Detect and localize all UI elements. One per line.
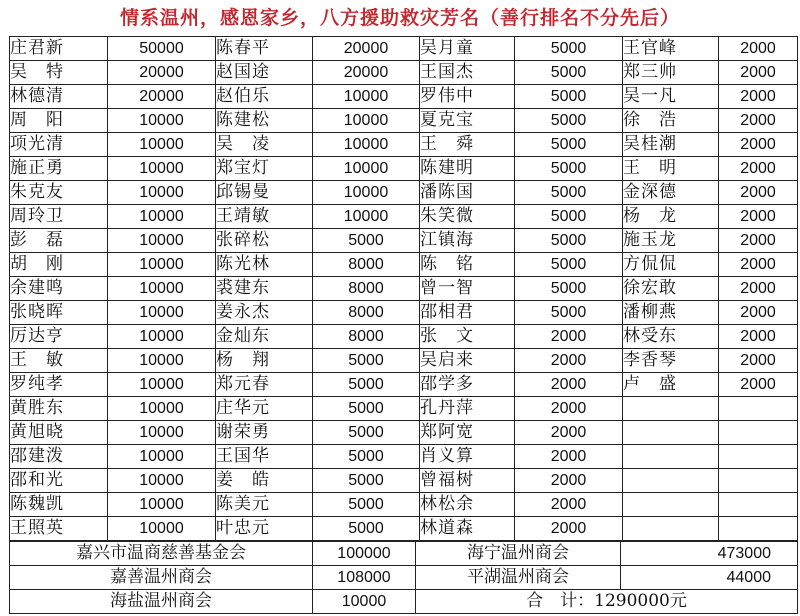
donor-amount: 2000: [719, 181, 798, 205]
empty-cell: [719, 517, 798, 541]
donor-name: 施正勇: [10, 157, 108, 181]
donor-amount: 10000: [108, 421, 216, 445]
donor-name: 王国华: [216, 445, 313, 469]
donor-name: 周玲卫: [10, 205, 108, 229]
donor-name: 吴 特: [10, 61, 108, 85]
donor-name: 胡 刚: [10, 253, 108, 277]
donor-name: 吴一凡: [623, 85, 719, 109]
donor-name: 赵国途: [216, 61, 313, 85]
donor-amount: 5000: [313, 229, 420, 253]
org-amount: 44000: [621, 566, 798, 590]
donor-amount: 10000: [313, 85, 420, 109]
donor-name: 曾一智: [420, 277, 515, 301]
empty-cell: [623, 445, 719, 469]
donor-name: 林松余: [420, 493, 515, 517]
donor-name: 张 文: [420, 325, 515, 349]
donor-amount: 5000: [313, 349, 420, 373]
donor-amount: 10000: [108, 109, 216, 133]
donor-amount: 2000: [515, 349, 623, 373]
donor-amount: 10000: [108, 253, 216, 277]
donor-amount: 10000: [313, 109, 420, 133]
donor-amount: 10000: [313, 181, 420, 205]
donor-name: 厉达亨: [10, 325, 108, 349]
org-name: 海宁温州商会: [416, 542, 621, 566]
donor-row: [10, 493, 798, 517]
donor-amount: 10000: [108, 133, 216, 157]
donor-name: 张碎松: [216, 229, 313, 253]
donor-name: 吴启来: [420, 349, 515, 373]
donor-amount: 20000: [313, 37, 420, 61]
donor-name: 林道森: [420, 517, 515, 541]
donor-name: 陈美元: [216, 493, 313, 517]
donor-amount: 10000: [108, 397, 216, 421]
donor-name: 王国杰: [420, 61, 515, 85]
donor-amount: 5000: [313, 517, 420, 541]
donor-amount: 8000: [313, 277, 420, 301]
donor-row: [10, 277, 798, 301]
donor-amount: 2000: [719, 157, 798, 181]
donor-name: 邱锡曼: [216, 181, 313, 205]
donor-amount: 5000: [515, 37, 623, 61]
organization-row: [10, 566, 798, 590]
donor-name: 朱笑微: [420, 205, 515, 229]
donor-amount: 2000: [719, 133, 798, 157]
empty-cell: [719, 469, 798, 493]
donor-name: 夏克宝: [420, 109, 515, 133]
donor-name: 余建鸣: [10, 277, 108, 301]
donor-name: 庄君新: [10, 37, 108, 61]
donor-amount: 2000: [515, 373, 623, 397]
donor-name: 邵和光: [10, 469, 108, 493]
donor-amount: 10000: [108, 229, 216, 253]
donor-amount: 2000: [515, 325, 623, 349]
org-amount: 473000: [621, 542, 798, 566]
donor-amount: 10000: [108, 493, 216, 517]
donor-amount: 5000: [313, 373, 420, 397]
org-name: 平湖温州商会: [416, 566, 621, 590]
empty-cell: [623, 517, 719, 541]
org-amount: 10000: [313, 590, 416, 614]
donor-row: [10, 37, 798, 61]
donor-row: [10, 157, 798, 181]
donor-name: 徐宏敢: [623, 277, 719, 301]
donor-row: [10, 109, 798, 133]
donor-name: 陈建松: [216, 109, 313, 133]
donor-name: 徐 浩: [623, 109, 719, 133]
donor-name: 陈建明: [420, 157, 515, 181]
donor-name: 郑三帅: [623, 61, 719, 85]
donor-name: 王靖敏: [216, 205, 313, 229]
donor-amount: 2000: [515, 493, 623, 517]
donor-name: 吴月童: [420, 37, 515, 61]
empty-cell: [623, 469, 719, 493]
donor-name: 杨 翔: [216, 349, 313, 373]
donor-row: [10, 349, 798, 373]
donor-name: 王照英: [10, 517, 108, 541]
org-name: 嘉兴市温商慈善基金会: [10, 542, 313, 566]
donor-name: 江镇海: [420, 229, 515, 253]
donor-amount: 10000: [108, 157, 216, 181]
donor-name: 肖义算: [420, 445, 515, 469]
donor-amount: 2000: [719, 61, 798, 85]
donor-name: 郑阿宽: [420, 421, 515, 445]
donor-amount: 20000: [108, 85, 216, 109]
donor-name: 施玉龙: [623, 229, 719, 253]
donor-row: [10, 445, 798, 469]
donor-amount: 2000: [719, 85, 798, 109]
donor-name: 郑元春: [216, 373, 313, 397]
donor-amount: 2000: [719, 229, 798, 253]
donor-amount: 8000: [313, 301, 420, 325]
donor-name: 陈魏凯: [10, 493, 108, 517]
donor-amount: 50000: [108, 37, 216, 61]
donor-name: 卢 盛: [623, 373, 719, 397]
organization-row: [10, 590, 798, 614]
donor-name: 王 舜: [420, 133, 515, 157]
donor-name: 潘陈国: [420, 181, 515, 205]
donor-amount: 5000: [515, 205, 623, 229]
donor-amount: 2000: [719, 349, 798, 373]
donor-row: [10, 253, 798, 277]
donor-amount: 10000: [108, 325, 216, 349]
donor-name: 吴桂潮: [623, 133, 719, 157]
donor-amount: 10000: [108, 517, 216, 541]
donor-name: 孔丹萍: [420, 397, 515, 421]
donor-row: [10, 373, 798, 397]
empty-cell: [623, 397, 719, 421]
donor-name: 陈光林: [216, 253, 313, 277]
donor-row: [10, 85, 798, 109]
donor-row: [10, 229, 798, 253]
donor-amount: 5000: [313, 493, 420, 517]
donor-name: 邵学多: [420, 373, 515, 397]
donor-name: 周 阳: [10, 109, 108, 133]
donor-row: [10, 181, 798, 205]
donor-row: [10, 205, 798, 229]
organization-table: [9, 541, 798, 614]
donor-name: 谢荣勇: [216, 421, 313, 445]
donor-row: [10, 325, 798, 349]
page-title: 情系温州，感恩家乡，八方援助救灾芳名（善行排名不分先后）: [119, 7, 680, 29]
donor-name: 彭 磊: [10, 229, 108, 253]
donor-table: [9, 36, 798, 541]
donor-name: 叶忠元: [216, 517, 313, 541]
donor-amount: 10000: [108, 445, 216, 469]
donor-amount: 10000: [108, 205, 216, 229]
donor-name: 王 敏: [10, 349, 108, 373]
donor-amount: 2000: [719, 301, 798, 325]
donor-name: 曾福树: [420, 469, 515, 493]
empty-cell: [719, 445, 798, 469]
donor-amount: 2000: [719, 277, 798, 301]
donor-amount: 2000: [515, 517, 623, 541]
donor-name: 项光清: [10, 133, 108, 157]
donor-amount: 5000: [515, 61, 623, 85]
donor-amount: 5000: [313, 445, 420, 469]
donor-name: 金灿东: [216, 325, 313, 349]
donor-amount: 2000: [719, 325, 798, 349]
donor-amount: 2000: [719, 253, 798, 277]
donor-amount: 10000: [313, 205, 420, 229]
donor-amount: 5000: [515, 85, 623, 109]
empty-cell: [719, 421, 798, 445]
donor-amount: 5000: [515, 301, 623, 325]
donor-amount: 5000: [313, 421, 420, 445]
donor-amount: 8000: [313, 253, 420, 277]
donor-name: 林德清: [10, 85, 108, 109]
org-amount: 100000: [313, 542, 416, 566]
empty-cell: [719, 397, 798, 421]
donor-name: 潘柳燕: [623, 301, 719, 325]
donor-name: 林受东: [623, 325, 719, 349]
donor-name: 方侃侃: [623, 253, 719, 277]
donor-amount: 10000: [108, 301, 216, 325]
donor-name: 罗纯孝: [10, 373, 108, 397]
donor-amount: 5000: [515, 229, 623, 253]
donor-name: 裘建东: [216, 277, 313, 301]
donor-amount: 5000: [515, 157, 623, 181]
org-name: 嘉善温州商会: [10, 566, 313, 590]
donor-name: 张晓晖: [10, 301, 108, 325]
donor-amount: 5000: [515, 277, 623, 301]
donor-amount: 2000: [719, 205, 798, 229]
donor-amount: 5000: [515, 133, 623, 157]
donor-amount: 10000: [108, 277, 216, 301]
empty-cell: [623, 421, 719, 445]
donor-amount: 2000: [719, 37, 798, 61]
donor-amount: 10000: [313, 133, 420, 157]
empty-cell: [623, 493, 719, 517]
donor-amount: 5000: [313, 469, 420, 493]
donor-name: 黄旭晓: [10, 421, 108, 445]
donor-amount: 10000: [108, 181, 216, 205]
donor-amount: 20000: [108, 61, 216, 85]
donor-row: [10, 301, 798, 325]
donor-amount: 2000: [719, 373, 798, 397]
donor-name: 庄华元: [216, 397, 313, 421]
donor-name: 杨 龙: [623, 205, 719, 229]
donor-name: 赵伯乐: [216, 85, 313, 109]
donor-name: 黄胜东: [10, 397, 108, 421]
donor-name: 金深德: [623, 181, 719, 205]
donor-name: 姜 皓: [216, 469, 313, 493]
donor-name: 朱克友: [10, 181, 108, 205]
org-amount: 108000: [313, 566, 416, 590]
donor-name: 王官峰: [623, 37, 719, 61]
empty-cell: [719, 493, 798, 517]
donor-row: [10, 61, 798, 85]
donor-amount: 10000: [108, 469, 216, 493]
donor-row: [10, 469, 798, 493]
donor-amount: 10000: [108, 349, 216, 373]
donor-amount: 2000: [515, 421, 623, 445]
organization-row: [10, 542, 798, 566]
donor-amount: 2000: [515, 445, 623, 469]
donor-amount: 5000: [515, 253, 623, 277]
donor-name: 王 明: [623, 157, 719, 181]
grand-total: 合 计：1290000元: [416, 590, 798, 614]
donor-row: [10, 517, 798, 541]
donor-name: 罗伟中: [420, 85, 515, 109]
donor-name: 李香琴: [623, 349, 719, 373]
donor-amount: 10000: [108, 373, 216, 397]
donor-row: [10, 397, 798, 421]
donor-name: 姜永杰: [216, 301, 313, 325]
donor-amount: 2000: [515, 469, 623, 493]
org-name: 海盐温州商会: [10, 590, 313, 614]
donor-amount: 8000: [313, 325, 420, 349]
donor-amount: 5000: [515, 109, 623, 133]
donor-name: 邵相君: [420, 301, 515, 325]
donor-amount: 20000: [313, 61, 420, 85]
donor-name: 邵建泼: [10, 445, 108, 469]
donor-amount: 10000: [313, 157, 420, 181]
donor-name: 陈春平: [216, 37, 313, 61]
donor-name: 郑宝灯: [216, 157, 313, 181]
donor-name: 陈 铭: [420, 253, 515, 277]
donor-row: [10, 133, 798, 157]
donor-amount: 5000: [515, 181, 623, 205]
donor-row: [10, 421, 798, 445]
donor-name: 吴 凌: [216, 133, 313, 157]
donor-amount: 5000: [313, 397, 420, 421]
donor-amount: 2000: [719, 109, 798, 133]
donor-amount: 2000: [515, 397, 623, 421]
